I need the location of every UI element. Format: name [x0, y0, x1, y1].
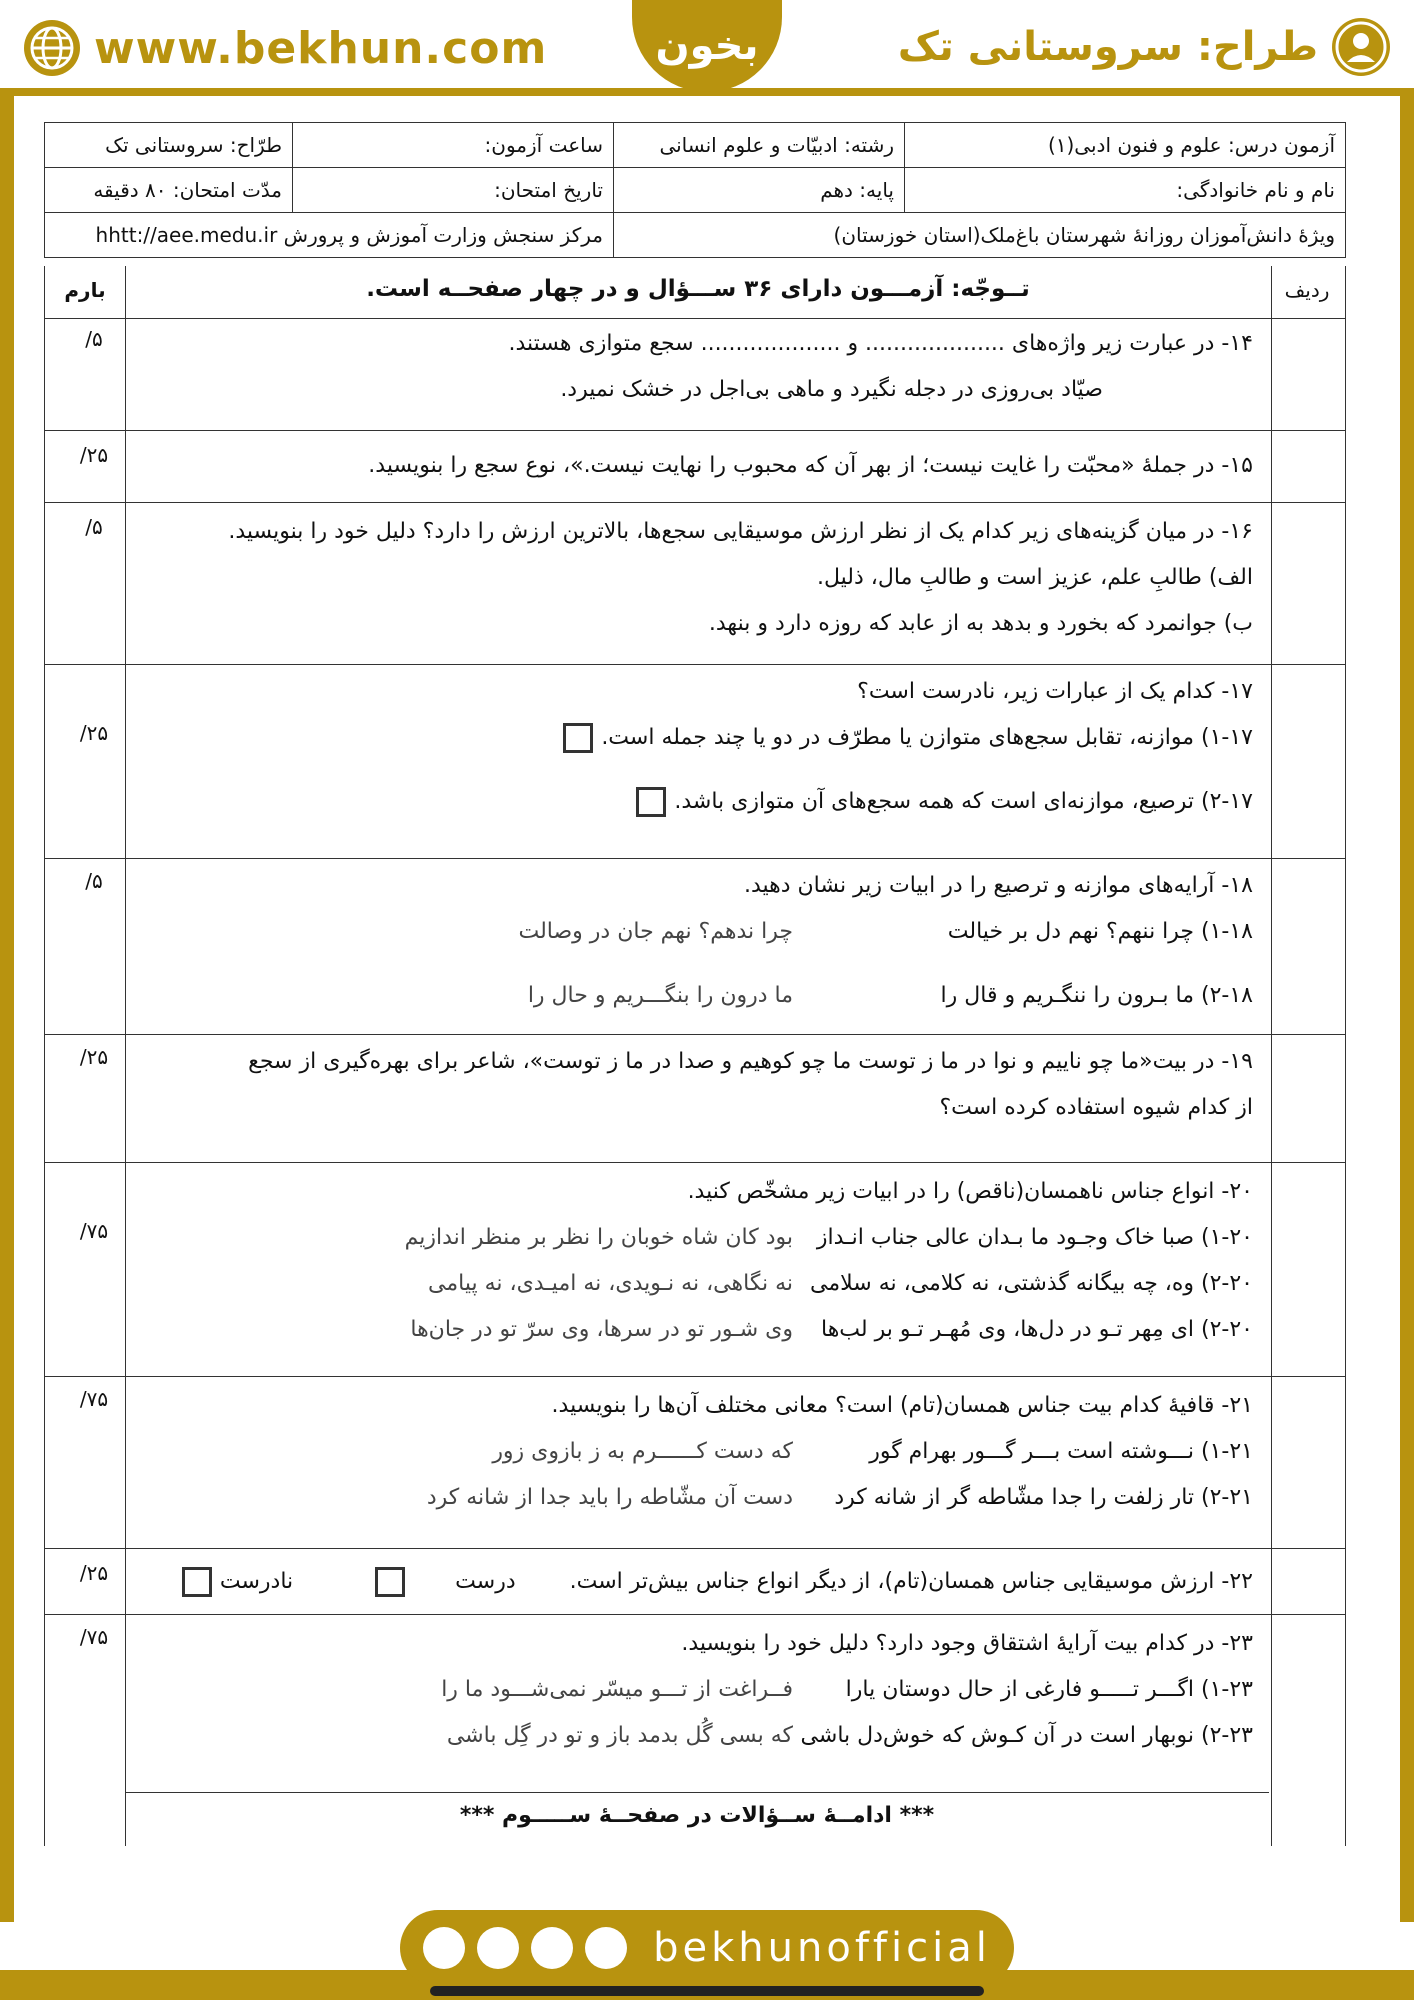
question-22	[45, 1548, 1345, 1615]
q18-1-second: چرا ندهم؟ نهم جان در وصالت	[518, 919, 793, 944]
score-15: /۲۵	[79, 443, 109, 467]
q14-sentence: صیّاد بی‌روزی در دجله نگیرد و ماهی بی‌اجل در خشک نمیرد.	[560, 377, 1103, 402]
true-checkbox[interactable]	[375, 1567, 405, 1597]
instagram-icon[interactable]	[585, 1927, 627, 1969]
question-19	[45, 1034, 1345, 1163]
designer-badge	[898, 18, 1390, 76]
q16-text: ۱۶- در میان گزینه‌های زیر کدام یک از نظر ارزش موسیقایی سجع‌ها، بالاترین ارزش را دارد؟ دلیل خود را بنویسید.	[228, 519, 1253, 544]
q21-2-second: دست آن مشّاطه را باید جدا از شانه کرد	[426, 1485, 793, 1510]
q18-1-first: ۱-۱۸) چرا ننهم؟ نهم دل بر خیالت	[947, 919, 1253, 944]
q21-2-first: ۲-۲۱) تار زلفت را جدا مشّاطه گر از شانه کرد	[834, 1485, 1253, 1510]
q20-1-second: بود کان شاه خوبان را نظر بر منظر اندازیم	[404, 1225, 793, 1250]
table-head	[45, 266, 1345, 318]
site-url[interactable]: www.bekhun.com	[94, 22, 548, 74]
score-label: بارم	[64, 278, 106, 302]
info-table	[44, 122, 1346, 258]
q22-text: ۲۲- ارزش موسیقایی جناس همسان(تام)، از دیگر انواع جناس بیش‌تر است.	[569, 1569, 1253, 1594]
q23-1-second: فــراغت از تـــو میسّر نمی‌شـــود ما را	[441, 1677, 793, 1702]
field-cell: رشته: ادبیّات و علوم انسانی	[614, 123, 905, 168]
q20-1-first: ۱-۲۰) صبا خاک وجـود ما بـدان عالی جناب انـداز	[816, 1225, 1253, 1250]
site-link[interactable]	[24, 20, 547, 76]
q23-text: ۲۳- در کدام بیت آرایهٔ اشتقاق وجود دارد؟ دلیل خود را بنویسید.	[681, 1631, 1253, 1656]
q17-1-text: ۱-۱۷) موازنه، تقابل سجع‌های متوازن یا مطرّف در دو یا چند جمله است.	[601, 725, 1253, 750]
footer-shadow	[430, 1986, 984, 1996]
q23-2-second: که بسی گُل بدمد باز و تو در گِل باشی	[446, 1723, 793, 1748]
logo-text: بخون	[655, 23, 759, 69]
q23-1-first: ۱-۲۳) اگـــر تـــــو فارغی از حال دوستان یارا	[845, 1677, 1253, 1702]
false-label: نادرست	[219, 1569, 294, 1594]
score-14: /۵	[85, 327, 103, 351]
question-15	[45, 430, 1345, 503]
score-19: /۲۵	[79, 1045, 109, 1069]
q17-text: ۱۷- کدام یک از عبارات زیر، نادرست است؟	[857, 679, 1253, 704]
notice: تــوجّه: آزمـــون دارای ۳۶ ســـؤال و در چهار صفحــه است.	[366, 276, 1030, 302]
q14-text: ۱۴- در عبارت زیر واژه‌های .................... و .................... سجع متوازی هستند.	[508, 331, 1253, 356]
grade-cell: پایه: دهم	[614, 168, 905, 213]
true-label: درست	[455, 1569, 516, 1594]
q23-2-first: ۲-۲۳) نوبهار است در آن کـوش که خوش‌دل باشی	[800, 1723, 1253, 1748]
questions-table	[44, 266, 1346, 1846]
continue-row	[125, 1792, 1269, 1847]
question-23	[45, 1614, 1345, 1793]
question-14	[45, 318, 1345, 431]
student-name-cell: نام و نام خانوادگی:	[905, 168, 1346, 213]
question-16	[45, 502, 1345, 665]
exam-time-cell: ساعت آزمون:	[293, 123, 614, 168]
score-17: /۲۵	[79, 721, 109, 745]
score-23: /۷۵	[79, 1625, 109, 1649]
q20-3-second: وی شـور تو در سرها، وی سرّ تو در جان‌ها	[410, 1317, 793, 1342]
course-cell: آزمون درس: علوم و فنون ادبی(۱)	[905, 123, 1346, 168]
continue-text: *** ادامــهٔ ســؤالات در صفحــهٔ ســـــوم ***	[459, 1803, 935, 1828]
user-icon	[1332, 18, 1390, 76]
question-18	[45, 858, 1345, 1035]
question-20	[45, 1162, 1345, 1377]
center-cell: مرکز سنجش وزارت آموزش و پرورش hhtt://aee.medu.ir	[45, 213, 614, 258]
q21-1-second: که دست کــــــرم به ز بازوی زور	[492, 1439, 793, 1464]
q17-2-text: ۲-۱۷) ترصیع، موازنه‌ای است که همه سجع‌های آن متوازی باشد.	[674, 789, 1253, 814]
q17-2-checkbox[interactable]	[636, 787, 666, 817]
aparat-icon[interactable]	[423, 1927, 465, 1969]
q18-2-second: ما درون را بنگـــریم و حال را	[527, 983, 793, 1008]
youtube-icon[interactable]	[477, 1927, 519, 1969]
social-bar	[400, 1910, 1014, 1986]
score-16: /۵	[85, 515, 103, 539]
q20-2-second: نه نگاهی، نه نـویدی، نه امیـدی، نه پیامی	[428, 1271, 793, 1296]
special-cell: ویژهٔ دانش‌آموزان روزانهٔ شهرستان باغ‌ملک(استان خوزستان)	[614, 213, 1346, 258]
q21-1-first: ۱-۲۱) نـــوشته است بـــر گـــور بهرام گور	[869, 1439, 1253, 1464]
designer-label: طراح: سروستانی تک	[897, 24, 1318, 70]
q17-1-checkbox[interactable]	[563, 723, 593, 753]
score-18: /۵	[85, 869, 103, 893]
q20-2-first: ۲-۲۰) وه، چه بیگانه گذشتی، نه کلامی، نه سلامی	[810, 1271, 1253, 1296]
score-20: /۷۵	[79, 1219, 109, 1243]
q21-text: ۲۱- قافیهٔ کدام بیت جناس همسان(تام) است؟ معانی مختلف آن‌ها را بنویسید.	[551, 1393, 1253, 1418]
q15-text: ۱۵- در جملهٔ «محبّت را غایت نیست؛ از بهر آن که محبوب را نهایت نیست.»، نوع سجع را بنویسید.	[368, 453, 1253, 478]
brand-logo	[632, 0, 782, 92]
row-label: ردیف	[1284, 278, 1330, 302]
q16-option-a: الف) طالبِ علم، عزیز است و طالبِ مال، ذلیل.	[817, 565, 1253, 590]
q19-text: ۱۹- در بیت«ما چو ناییم و نوا در ما ز توست ما چو کوهیم و صدا در ما ز توست»، شاعر برای بهره‌گیری از سجع	[248, 1049, 1253, 1074]
exam-info	[44, 122, 1346, 258]
social-handle[interactable]: bekhunofficial	[653, 1925, 991, 1971]
designer-cell: طرّاح: سروستانی تک	[45, 123, 293, 168]
score-21: /۷۵	[79, 1387, 109, 1411]
telegram-icon[interactable]	[531, 1927, 573, 1969]
false-checkbox[interactable]	[182, 1567, 212, 1597]
exam-date-cell: تاریخ امتحان:	[293, 168, 614, 213]
top-bar	[0, 0, 1414, 96]
q19-text-2: از کدام شیوه استفاده کرده است؟	[939, 1095, 1253, 1120]
globe-icon	[24, 20, 80, 76]
score-22: /۲۵	[79, 1561, 109, 1585]
duration-cell: مدّت امتحان: ۸۰ دقیقه	[45, 168, 293, 213]
q18-text: ۱۸- آرایه‌های موازنه و ترصیع را در ابیات زیر نشان دهید.	[743, 873, 1253, 898]
question-21	[45, 1376, 1345, 1549]
q18-2-first: ۲-۱۸) ما بـرون را ننگـریم و قال را	[940, 983, 1253, 1008]
question-17	[45, 664, 1345, 859]
q20-text: ۲۰- انواع جناس ناهمسان(ناقص) را در ابیات زیر مشخّص کنید.	[687, 1179, 1253, 1204]
q16-option-b: ب) جوانمرد که بخورد و بدهد به از عابد که روزه دارد و بنهد.	[708, 611, 1253, 636]
q20-3-first: ۲-۲۰) ای مِهر تـو در دل‌ها، وی مُهـر تـو بر لب‌ها	[821, 1317, 1253, 1342]
